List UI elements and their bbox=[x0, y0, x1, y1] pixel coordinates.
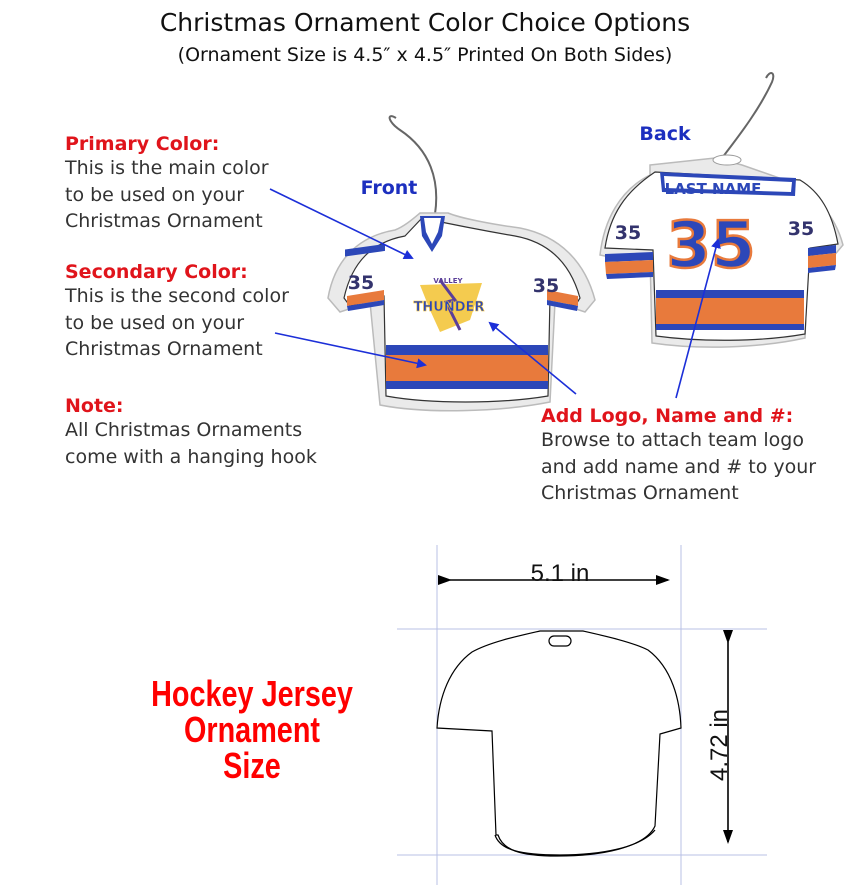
front-logo-text: THUNDER bbox=[413, 300, 485, 315]
front-sleeve-number-left: 35 bbox=[347, 272, 375, 294]
back-view-label: Back bbox=[639, 123, 691, 145]
note-heading: Note: bbox=[65, 395, 124, 417]
logo-info-line: and add name and # to your bbox=[541, 455, 817, 478]
size-title-line: Ornament bbox=[183, 709, 321, 750]
page-subtitle: (Ornament Size is 4.5″ x 4.5″ Printed On Both Sides) bbox=[177, 44, 673, 66]
front-sleeve-number-right: 35 bbox=[532, 275, 560, 297]
front-logo-top: VALLEY bbox=[433, 277, 463, 285]
size-title-line: Hockey Jersey bbox=[151, 673, 353, 714]
height-label: 4.72 in bbox=[706, 708, 733, 782]
back-name: LAST NAME bbox=[664, 180, 762, 198]
note-line: come with a hanging hook bbox=[65, 445, 317, 468]
page-title: Christmas Ornament Color Choice Options bbox=[159, 8, 691, 37]
primary-color-heading: Primary Color: bbox=[65, 133, 220, 155]
primary-color-line: This is the main color bbox=[65, 157, 269, 179]
secondary-color-line: to be used on your bbox=[65, 311, 245, 334]
back-sleeve-number-right: 35 bbox=[787, 218, 815, 240]
size-title-line: Size bbox=[223, 745, 281, 786]
logo-info-heading: Add Logo, Name and #: bbox=[541, 405, 794, 427]
back-sleeve-number-left: 35 bbox=[614, 222, 642, 244]
logo-info-line: Browse to attach team logo bbox=[541, 429, 804, 451]
front-view-label: Front bbox=[360, 177, 418, 199]
secondary-color-heading: Secondary Color: bbox=[65, 261, 248, 283]
back-hook-icon bbox=[722, 73, 773, 158]
primary-color-arrow bbox=[270, 189, 412, 258]
primary-color-line: to be used on your bbox=[65, 183, 245, 206]
secondary-color-line: Christmas Ornament bbox=[65, 338, 263, 360]
front-jersey bbox=[328, 116, 595, 411]
front-hook-icon bbox=[390, 116, 437, 214]
logo-info-line: Christmas Ornament bbox=[541, 482, 739, 504]
back-number: 35 bbox=[666, 209, 756, 283]
primary-color-line: Christmas Ornament bbox=[65, 210, 263, 232]
width-label: 5.1 in bbox=[530, 560, 590, 587]
secondary-color-line: This is the second color bbox=[65, 285, 289, 307]
size-title bbox=[140, 673, 364, 786]
note-line: All Christmas Ornaments bbox=[65, 419, 303, 441]
ornament-outline bbox=[437, 631, 681, 856]
